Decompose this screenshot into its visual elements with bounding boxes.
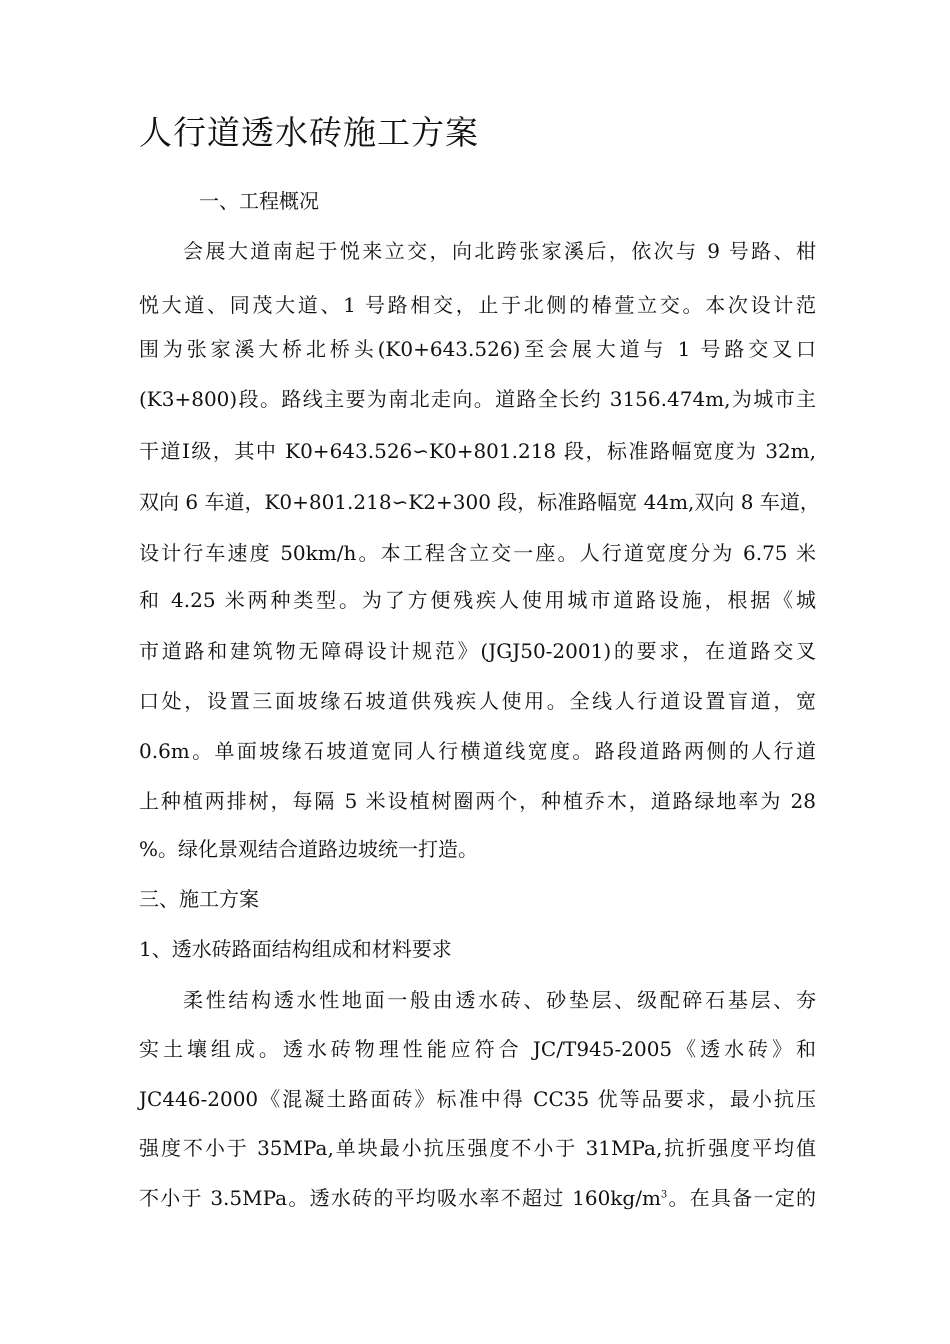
paragraph-line: 市道路和建筑物无障碍设计规范》(JGJ50-2001)的要求，在道路交叉 [139, 639, 816, 663]
paragraph-line: 和 4.25 米两种类型。为了方便残疾人使用城市道路设施，根据《城 [139, 588, 816, 612]
paragraph-line: 设计行车速度 50km/h。本工程含立交一座。人行道宽度分为 6.75 米 [139, 541, 816, 565]
paragraph-line-text: 。在具备一定的 [667, 1186, 817, 1210]
paragraph-line: 上种植两排树，每隔 5 米设植树圈两个，种植乔木，道路绿地率为 28 [139, 789, 816, 813]
subsection-heading-structure: 1、透水砖路面结构组成和材料要求 [139, 937, 452, 961]
paragraph-line: 实土壤组成。透水砖物理性能应符合 JC/T945-2005《透水砖》和 [139, 1037, 816, 1061]
paragraph-line: 柔性结构透水性地面一般由透水砖、砂垫层、级配碎石基层、夯 [183, 988, 816, 1012]
paragraph-line: 口处，设置三面坡缘石坡道供残疾人使用。全线人行道设置盲道，宽 [139, 689, 816, 713]
paragraph-line: 双向 6 车道，K0+801.218∽K2+300 段，标准路幅宽 44m,双向 8 车道， [139, 490, 820, 514]
paragraph-line: 0.6m。单面坡缘石坡道宽同人行横道线宽度。路段道路两侧的人行道 [139, 739, 816, 763]
paragraph-line: 会展大道南起于悦来立交，向北跨张家溪后，依次与 9 号路、柑 [183, 239, 816, 263]
superscript-unit: 3 [660, 1189, 668, 1201]
document-title: 人行道透水砖施工方案 [139, 113, 479, 152]
paragraph-line: 强度不小于 35MPa,单块最小抗压强度不小于 31MPa,抗折强度平均值 [139, 1136, 816, 1160]
paragraph-line: (K3+800)段。路线主要为南北走向。道路全长约 3156.474m,为城市主 [139, 387, 816, 411]
section-heading-construction-plan: 三、施工方案 [139, 887, 259, 911]
section-heading-overview: 一、工程概况 [199, 189, 319, 213]
paragraph-line: %。绿化景观结合道路边坡统一打造。 [139, 837, 479, 861]
paragraph-line: 悦大道、同茂大道、1 号路相交，止于北侧的椿萱立交。本次设计范 [139, 293, 816, 317]
paragraph-line: 干道Ⅰ级，其中 K0+643.526∽K0+801.218 段，标准路幅宽度为 32m, [139, 439, 816, 463]
paragraph-line: JC446-2000《混凝土路面砖》标准中得 CC35 优等品要求，最小抗压 [139, 1087, 816, 1111]
paragraph-line: 围为张家溪大桥北桥头(K0+643.526)至会展大道与 1 号路交叉口 [139, 337, 816, 361]
paragraph-line [139, 1183, 816, 1213]
paragraph-line-text: 不小于 3.5MPa。透水砖的平均吸水率不超过 160kg/m [139, 1186, 661, 1210]
